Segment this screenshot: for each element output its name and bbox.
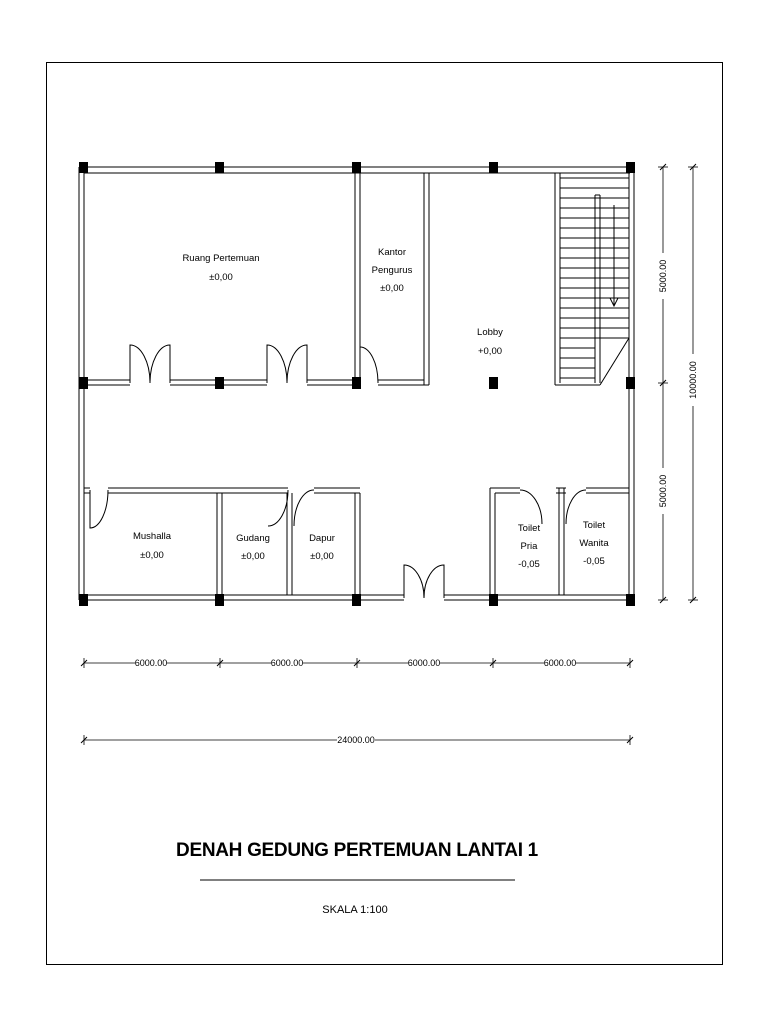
floor-plan [79, 162, 635, 606]
upper-interior-walls [84, 173, 629, 385]
room-mushalla-level: ±0,00 [140, 550, 164, 561]
room-toilet-pria-name-1: Toilet [517, 523, 541, 534]
dimension-bays [81, 657, 633, 669]
dim-bay-3: 6000.00 [407, 658, 441, 668]
room-toilet-wanita-level: -0,05 [583, 556, 605, 567]
dim-bay-1: 6000.00 [134, 658, 168, 668]
dim-bay-2: 6000.00 [270, 658, 304, 668]
room-kantor-name-2: Pengurus [371, 265, 413, 276]
room-kantor-name-1: Kantor [378, 247, 406, 258]
dim-bay-4: 6000.00 [543, 658, 577, 668]
room-dapur-name: Dapur [309, 533, 335, 544]
room-dapur-level: ±0,00 [310, 551, 334, 562]
lower-interior-walls [84, 488, 629, 600]
dimension-right-chain [657, 164, 669, 603]
room-lobby-level: +0,00 [477, 346, 503, 357]
room-toilet-pria-level: -0,05 [518, 559, 540, 570]
room-gudang-name: Gudang [236, 533, 270, 544]
room-ruang-pertemuan-name: Ruang Pertemuan [182, 253, 260, 264]
drawing-scale: SKALA 1:100 [322, 904, 388, 916]
room-mushalla-name: Mushalla [132, 531, 172, 542]
drawing-title: DENAH GEDUNG PERTEMUAN LANTAI 1 [176, 840, 538, 861]
door-swings [90, 345, 586, 598]
room-kantor-level: ±0,00 [380, 283, 404, 294]
room-gudang-level: ±0,00 [241, 551, 265, 562]
room-labels [133, 247, 609, 570]
dimension-right-total [687, 164, 699, 603]
room-toilet-wanita-name-1: Toilet [582, 520, 606, 531]
dim-right-total: 10000.00 [688, 361, 698, 399]
dimension-total-width [81, 734, 633, 746]
title-block [176, 840, 539, 916]
staircase [560, 178, 629, 383]
room-lobby-name: Lobby [477, 327, 503, 338]
room-toilet-pria-name-2: Pria [520, 541, 538, 552]
dim-total-width: 24000.00 [337, 735, 375, 745]
room-toilet-wanita-name-2: Wanita [579, 538, 609, 549]
dim-right-lower: 5000.00 [658, 474, 668, 508]
dim-right-upper: 5000.00 [658, 259, 668, 293]
room-ruang-pertemuan-level: ±0,00 [209, 272, 233, 283]
